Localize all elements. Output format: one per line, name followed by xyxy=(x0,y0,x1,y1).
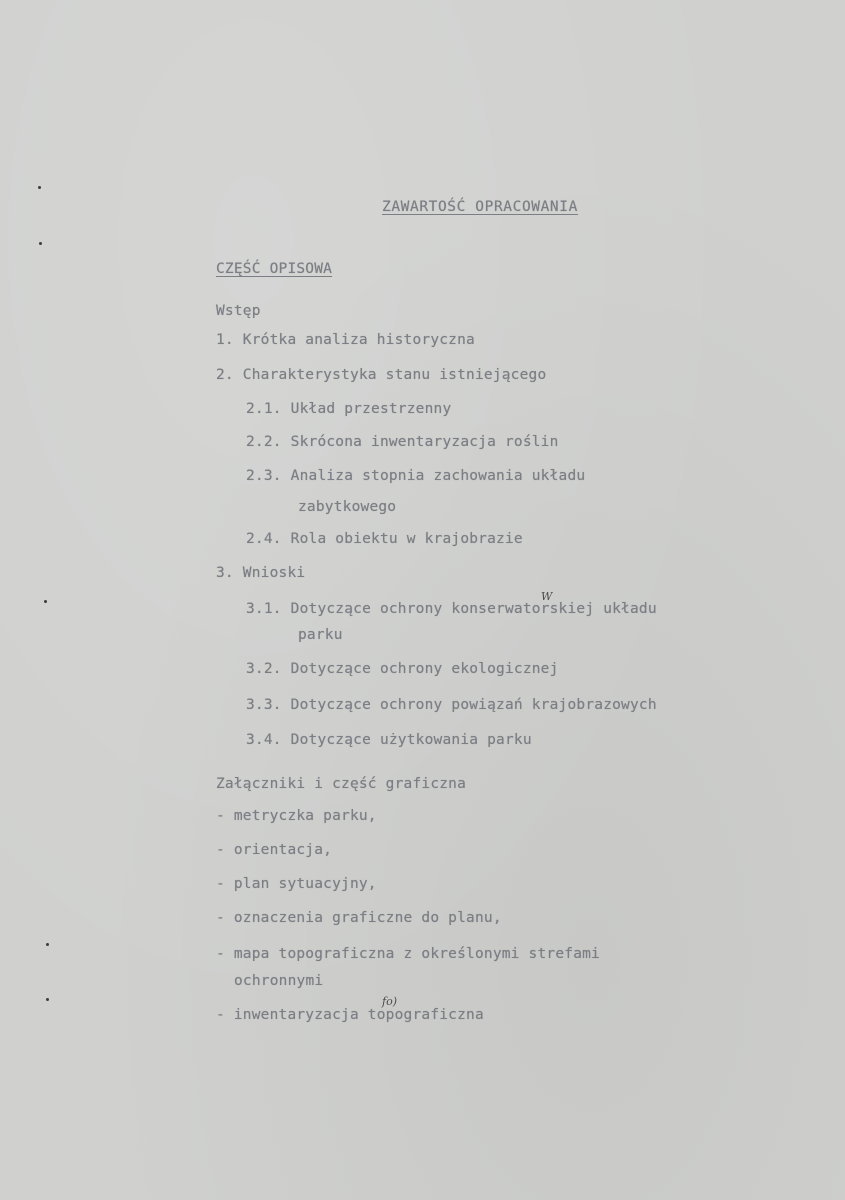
attachment-item: - mapa topograficzna z określonymi strefami xyxy=(216,946,600,962)
toc-item-1: 1. Krótka analiza historyczna xyxy=(216,332,475,348)
toc-item-3-3: 3.3. Dotyczące ochrony powiązań krajobrazowych xyxy=(246,697,657,713)
toc-intro: Wstęp xyxy=(216,303,261,319)
toc-item-3-4: 3.4. Dotyczące użytkowania parku xyxy=(246,732,532,748)
toc-item-2-3: 2.3. Analiza stopnia zachowania układu xyxy=(246,468,586,484)
margin-dot xyxy=(39,242,42,245)
toc-item-2: 2. Charakterystyka stanu istniejącego xyxy=(216,367,547,383)
handwritten-correction: fo) xyxy=(382,995,397,1008)
attachments-heading: Załączniki i część graficzna xyxy=(216,776,467,792)
toc-item-2-2: 2.2. Skrócona inwentaryzacja roślin xyxy=(246,434,559,450)
document-title: ZAWARTOŚĆ OPRACOWANIA xyxy=(382,199,578,215)
attachment-item: - plan sytuacyjny, xyxy=(216,876,377,892)
attachment-item: - orientacja, xyxy=(216,842,333,858)
toc-item-3-1: 3.1. Dotyczące ochrony konserwatorskiej układu xyxy=(246,601,657,617)
margin-dot xyxy=(46,943,49,946)
section-heading: CZĘŚĆ OPISOWA xyxy=(216,261,333,277)
margin-dot xyxy=(38,186,41,189)
toc-item-3: 3. Wnioski xyxy=(216,565,306,581)
attachment-item: - oznaczenia graficzne do planu, xyxy=(216,910,502,926)
margin-dot xyxy=(46,998,49,1001)
attachment-item: - inwentaryzacja topograficzna xyxy=(216,1007,484,1023)
toc-item-2-3-cont: zabytkowego xyxy=(298,499,397,515)
handwritten-correction: W xyxy=(541,590,553,603)
toc-item-3-2: 3.2. Dotyczące ochrony ekologicznej xyxy=(246,661,559,677)
margin-dot xyxy=(44,600,47,603)
attachment-item: - metryczka parku, xyxy=(216,808,377,824)
toc-item-2-4: 2.4. Rola obiektu w krajobrazie xyxy=(246,531,523,547)
toc-item-3-1-cont: parku xyxy=(298,627,343,643)
attachment-item-cont: ochronnymi xyxy=(234,973,324,989)
toc-item-2-1: 2.1. Układ przestrzenny xyxy=(246,401,452,417)
